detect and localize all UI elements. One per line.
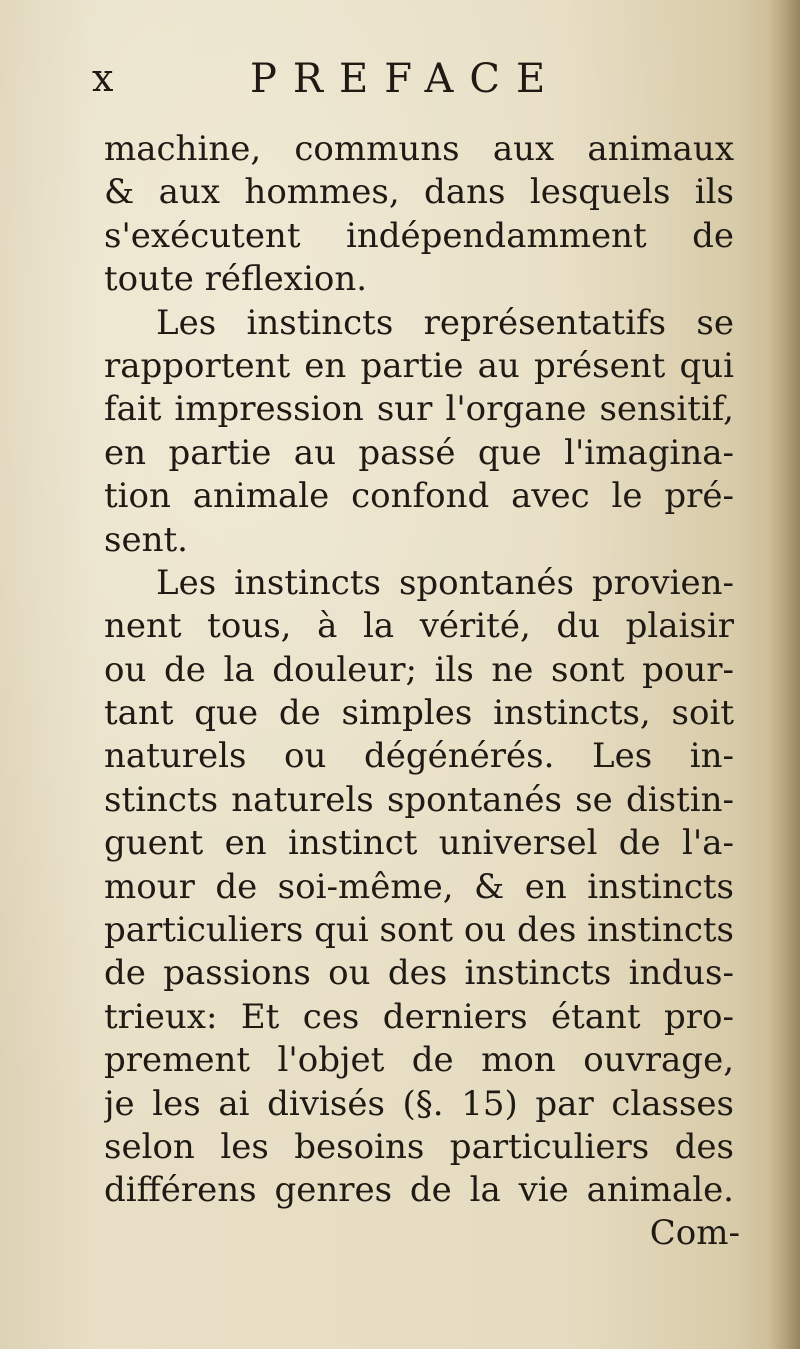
text-line: naturels ou dégénérés. Les in- — [104, 736, 734, 777]
text-line: Les instincts représentatifs se — [156, 302, 734, 343]
text-line: s'exécutent indépendamment de — [104, 215, 734, 256]
text-line: guent en instinct universel de l'a- — [104, 823, 734, 864]
catchword: Com- — [649, 1213, 740, 1253]
text-line: Les instincts spontanés provien- — [156, 562, 734, 603]
text-line: stincts naturels spontanés se distin- — [104, 779, 734, 820]
text-line: toute réflexion. — [104, 259, 368, 300]
text-line: sent. — [104, 519, 188, 560]
text-line: en partie au passé que l'imagina- — [104, 432, 734, 473]
text-line: mour de soi-même, & en instincts — [104, 866, 734, 907]
text-line: & aux hommes, dans lesquels ils — [104, 172, 734, 213]
running-title: PREFACE — [250, 56, 562, 102]
text-line: machine, communs aux animaux — [104, 129, 734, 169]
text-line: prement l'objet de mon ouvrage, — [104, 1040, 734, 1081]
page-header — [92, 56, 732, 106]
text-line: je les ai divisés (§. 15) par classes — [104, 1083, 734, 1124]
text-line: ou de la douleur; ils ne sont pour- — [104, 649, 734, 690]
text-line: fait impression sur l'organe sensitif, — [104, 389, 734, 430]
text-line: différens genres de la vie animale. — [104, 1170, 734, 1211]
text-line: trieux: Et ces derniers étant pro- — [104, 996, 734, 1037]
text-line: selon les besoins particuliers des — [104, 1126, 734, 1167]
text-line: rapportent en partie au présent qui — [104, 345, 734, 386]
text-line: de passions ou des instincts indus- — [104, 953, 734, 994]
text-line: particuliers qui sont ou des instincts — [104, 910, 734, 951]
page-gutter-shadow — [768, 0, 800, 1349]
text-line: tion animale confond avec le pré- — [104, 476, 734, 517]
page-number: x — [92, 56, 116, 100]
body-text — [104, 128, 734, 1213]
text-line: tant que de simples instincts, soit — [104, 693, 734, 734]
text-line: nent tous, à la vérité, du plaisir — [104, 606, 734, 647]
